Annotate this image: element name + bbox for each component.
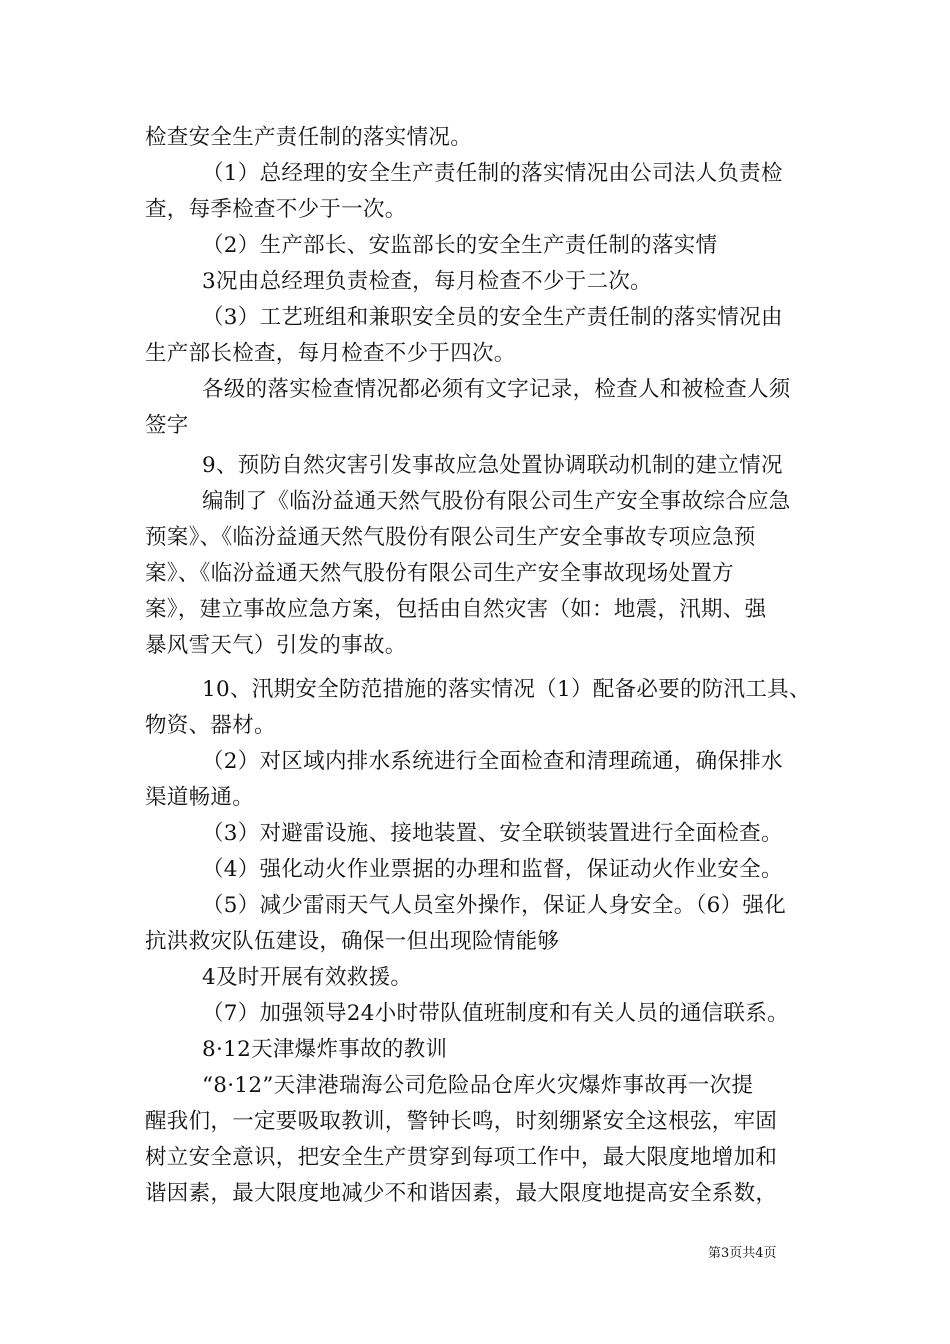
text-line: 树立安全意识，把安全生产贯穿到每项工作中，最大限度地增加和 <box>145 1145 778 1170</box>
text-line: 3况由总经理负责检查，每月检查不少于二次。 <box>202 269 652 294</box>
text-line: 物资、器材。 <box>145 713 276 738</box>
text-line: （4）强化动火作业票据的办理和监督，保证动火作业安全。 <box>202 857 783 882</box>
text-line: 签字 <box>145 413 189 438</box>
section-heading: 10、汛期安全防范措施的落实情况（1）配备必要的防汛工具、 <box>202 677 811 702</box>
text-line: （1）总经理的安全生产责任制的落实情况由公司法人负责检 <box>202 161 783 186</box>
text-line: 抗洪救灾队伍建设，确保一但出现险情能够 <box>145 929 560 954</box>
section-heading: 8·12天津爆炸事故的教训 <box>202 1037 448 1062</box>
text-line: 案》、《临汾益通天然气股份有限公司生产安全事故现场处置方 <box>145 561 734 586</box>
text-line: 暴风雪天气）引发的事故。 <box>145 633 407 658</box>
text-line: （2）对区域内排水系统进行全面检查和清理疏通，确保排水 <box>202 749 783 774</box>
text-line: 醒我们，一定要吸取教训，警钟长鸣，时刻绷紧安全这根弦，牢固 <box>145 1109 778 1134</box>
text-line: 渠道畅通。 <box>145 785 255 810</box>
text-line: 预案》、《临汾益通天然气股份有限公司生产安全事故专项应急预 <box>145 525 756 550</box>
text-line: 检查安全生产责任制的落实情况。 <box>145 125 473 150</box>
text-line: “8·12”天津港瑞海公司危险品仓库火灾爆炸事故再一次提 <box>202 1073 754 1098</box>
text-line: 谐因素，最大限度地减少不和谐因素，最大限度地提高安全系数， <box>145 1181 778 1206</box>
text-line: （5）减少雷雨天气人员室外操作，保证人身安全。（6）强化 <box>202 893 787 918</box>
text-line: （7）加强领导24小时带队值班制度和有关人员的通信联系。 <box>202 1001 789 1026</box>
text-line: 各级的落实检查情况都必须有文字记录，检查人和被检查人须 <box>202 377 791 402</box>
section-heading: 9、预防自然灾害引发事故应急处置协调联动机制的建立情况 <box>202 453 783 478</box>
text-line: 查，每季检查不少于一次。 <box>145 197 407 222</box>
text-line: （3）对避雷设施、接地装置、安全联锁装置进行全面检查。 <box>202 821 783 846</box>
text-line: （2）生产部长、安监部长的安全生产责任制的落实情 <box>202 233 718 258</box>
page-number: 第3页共4页 <box>708 1246 777 1261</box>
text-line: 编制了《临汾益通天然气股份有限公司生产安全事故综合应急 <box>202 489 791 514</box>
text-line: 生产部长检查，每月检查不少于四次。 <box>145 341 516 366</box>
text-line: 案》，建立事故应急方案，包括由自然灾害（如：地震，汛期、强 <box>145 597 767 622</box>
text-line: 4及时开展有效救援。 <box>202 965 413 990</box>
text-line: （3）工艺班组和兼职安全员的安全生产责任制的落实情况由 <box>202 305 783 330</box>
